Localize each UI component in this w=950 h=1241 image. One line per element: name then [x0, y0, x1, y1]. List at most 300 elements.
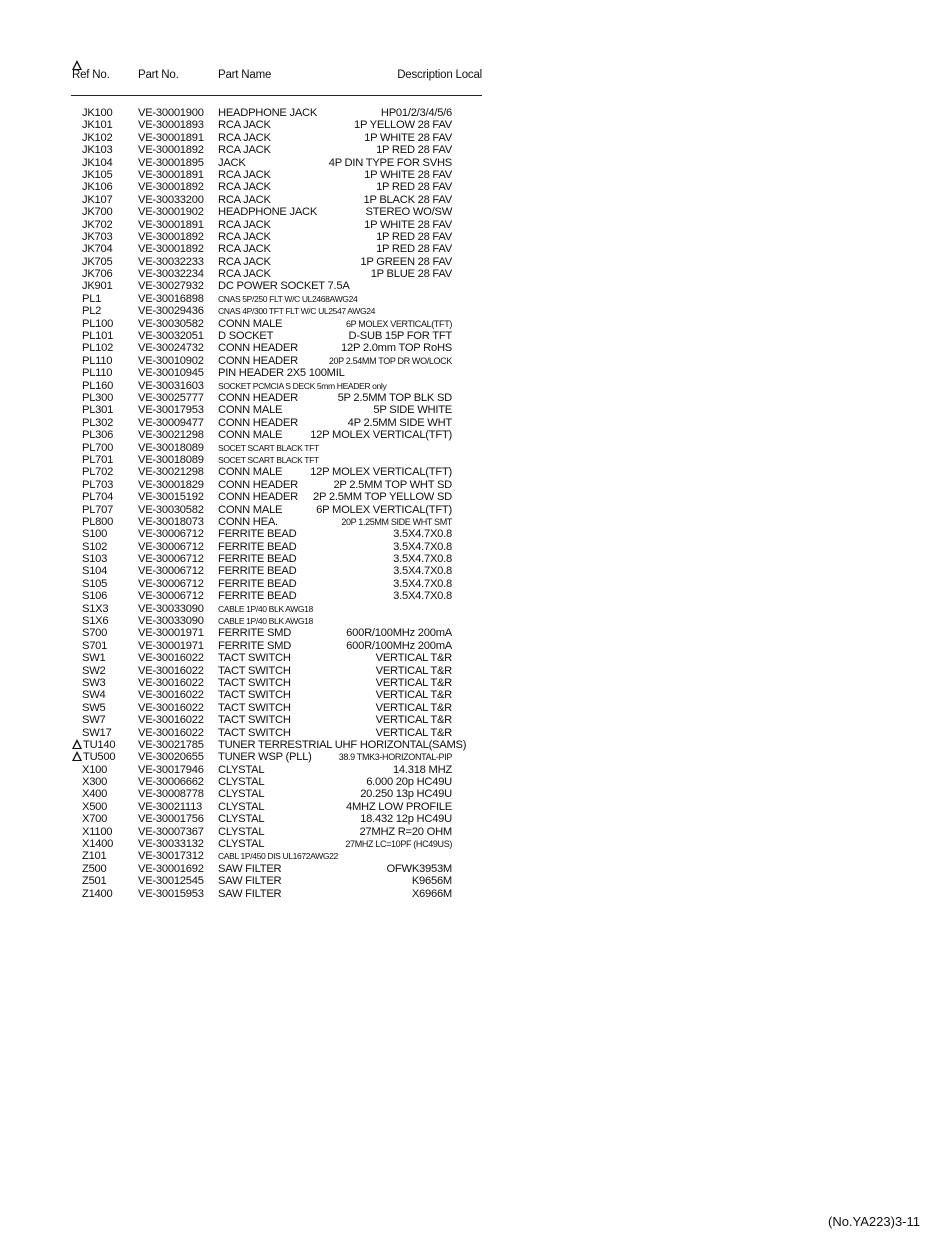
table-row	[72, 504, 452, 516]
part-no: VE-30017312	[138, 850, 204, 863]
table-row	[72, 231, 452, 243]
table-row	[72, 801, 452, 813]
table-row	[72, 429, 452, 441]
part-no: VE-30007367	[138, 825, 204, 838]
description: VERTICAL T&R	[375, 714, 452, 727]
description: D-SUB 15P FOR TFT	[348, 330, 452, 343]
ref-no: S102	[82, 540, 108, 553]
ref-no: X500	[82, 800, 108, 813]
part-no: VE-30016022	[138, 676, 204, 689]
table-row	[72, 144, 452, 156]
part-no: VE-30001892	[138, 243, 204, 256]
description: 20P 2.54MM TOP DR WO/LOCK	[328, 355, 452, 366]
ref-no: PL704	[82, 491, 114, 504]
part-name: FERRITE BEAD	[218, 553, 297, 566]
table-row	[72, 380, 452, 392]
ref-no: SW1	[82, 652, 106, 665]
part-name: CONN MALE	[218, 466, 283, 479]
part-name: CONN MALE	[218, 317, 283, 330]
table-row	[72, 293, 452, 305]
ref-no: X400	[82, 788, 108, 801]
table-row	[72, 516, 452, 528]
part-name: RCA JACK	[218, 268, 271, 281]
ref-no: Z1400	[82, 887, 113, 900]
table-row	[72, 417, 452, 429]
table-row	[72, 677, 452, 689]
table-row	[72, 727, 452, 739]
part-no: VE-30010902	[138, 354, 204, 367]
description: 3.5X4.7X0.8	[393, 565, 452, 578]
table-row	[72, 640, 452, 652]
part-name: HEADPHONE JACK	[218, 206, 318, 219]
table-row	[72, 652, 452, 664]
part-no: VE-30018089	[138, 453, 204, 466]
table-row	[72, 528, 452, 540]
parts-list	[72, 107, 467, 900]
ref-no: Z500	[82, 862, 107, 875]
part-no: VE-30001891	[138, 131, 204, 144]
ref-no: JK101	[82, 119, 113, 132]
table-row	[72, 541, 452, 553]
description: K9656M	[411, 875, 452, 888]
table-row	[72, 479, 452, 491]
description: 1P WHITE 28 FAV	[364, 218, 452, 231]
part-no: VE-30016898	[138, 292, 204, 305]
part-no: VE-30018073	[138, 515, 204, 528]
part-no: VE-30012545	[138, 875, 204, 888]
part-no: VE-30015953	[138, 887, 204, 900]
part-no: VE-30033132	[138, 838, 204, 851]
table-row	[72, 194, 452, 206]
part-no: VE-30006712	[138, 553, 204, 566]
table-row	[72, 850, 452, 862]
description: 20P 1.25MM SIDE WHT SMT	[341, 516, 452, 527]
ref-no: PL306	[82, 429, 114, 442]
part-no: VE-30001756	[138, 813, 204, 826]
part-name: SOCET SCART BLACK TFT	[218, 442, 319, 453]
description: OFWK3953M	[386, 862, 452, 875]
table-row	[72, 665, 452, 677]
table-row	[72, 826, 452, 838]
description: 3.5X4.7X0.8	[393, 577, 452, 590]
ref-no: PL800	[82, 515, 114, 528]
part-name: RCA JACK	[218, 255, 271, 268]
description: X6966M	[411, 887, 452, 900]
table-row	[72, 888, 452, 900]
table-row	[72, 132, 452, 144]
ref-no: PL1	[82, 292, 102, 305]
part-no: VE-30032234	[138, 268, 204, 281]
ref-no: PL102	[82, 342, 114, 355]
part-no: VE-30006712	[138, 590, 204, 603]
description: VERTICAL T&R	[375, 664, 452, 677]
ref-no: JK104	[82, 156, 113, 169]
table-row	[72, 206, 452, 218]
description: 600R/100MHz 200mA	[346, 627, 452, 640]
table-row	[72, 280, 452, 292]
ref-no: PL110	[82, 367, 113, 380]
table-row	[72, 355, 452, 367]
ref-no: S700	[82, 627, 108, 640]
part-name: CNAS 4P/300 TFT FLT W/C UL2547 AWG24	[218, 306, 376, 317]
table-row	[72, 788, 452, 800]
part-name: HEADPHONE JACK	[218, 107, 318, 119]
ref-no: JK107	[82, 193, 113, 206]
ref-no: PL301	[82, 404, 114, 417]
part-name: SAW FILTER	[218, 862, 282, 875]
description: 3.5X4.7X0.8	[393, 528, 452, 541]
description: 5P 2.5MM TOP BLK SD	[337, 391, 452, 404]
part-name: CLYSTAL	[218, 813, 265, 826]
ref-no: SW3	[82, 676, 106, 689]
part-name: FERRITE BEAD	[218, 540, 297, 553]
table-row	[72, 256, 452, 268]
part-no: VE-30001971	[138, 639, 204, 652]
part-name: CABLE 1P/40 BLK AWG18	[218, 603, 313, 614]
ref-no: PL101	[82, 330, 114, 343]
part-name: RCA JACK	[218, 181, 271, 194]
part-name: CONN HEADER	[218, 342, 298, 355]
part-no: VE-30001971	[138, 627, 204, 640]
ref-no: PL300	[82, 391, 114, 404]
table-row	[72, 689, 452, 701]
ref-no: JK703	[82, 230, 113, 243]
table-row	[72, 764, 452, 776]
part-name: SOCKET PCMCIA S DECK 5mm HEADER only	[218, 380, 387, 391]
part-name: CONN HEADER	[218, 391, 298, 404]
ref-no: X1400	[82, 838, 114, 851]
table-row	[72, 776, 452, 788]
ref-no: JK700	[82, 206, 113, 219]
table-row	[72, 318, 452, 330]
part-name: FERRITE SMD	[218, 627, 292, 640]
part-no: VE-30006712	[138, 528, 204, 541]
description: 1P RED 28 FAV	[376, 230, 452, 243]
part-name: RCA JACK	[218, 193, 271, 206]
table-row	[72, 627, 452, 639]
table-row	[72, 875, 452, 887]
part-no: VE-30033090	[138, 602, 204, 615]
table-row	[72, 219, 452, 231]
part-name: CONN HEADER	[218, 478, 298, 491]
description: 3.5X4.7X0.8	[393, 590, 452, 603]
ref-no: Z101	[82, 850, 107, 863]
ref-no: X100	[82, 763, 108, 776]
ref-no: SW7	[82, 714, 106, 727]
description: VERTICAL T&R	[375, 689, 452, 702]
description: 18.432 12p HC49U	[360, 813, 452, 826]
part-name: CLYSTAL	[218, 825, 265, 838]
part-name: FERRITE SMD	[218, 639, 292, 652]
part-name: SOCET SCART BLACK TFT	[218, 454, 319, 465]
part-no: VE-30001891	[138, 168, 204, 181]
ref-no: JK702	[82, 218, 113, 231]
part-name: CNAS 5P/250 FLT W/C UL2468AWG24	[218, 293, 358, 304]
ref-no: PL702	[82, 466, 114, 479]
part-no: VE-30015192	[138, 491, 204, 504]
ref-no: S104	[82, 565, 108, 578]
part-no: VE-30021298	[138, 429, 204, 442]
description: 1P BLUE 28 FAV	[370, 268, 452, 281]
description: 1P RED 28 FAV	[376, 243, 452, 256]
part-name: CLYSTAL	[218, 838, 265, 851]
table-row	[72, 305, 452, 317]
part-no: VE-30001902	[138, 206, 204, 219]
part-name: CLYSTAL	[218, 763, 265, 776]
table-row	[72, 751, 452, 763]
ref-no: S103	[82, 553, 108, 566]
page-number: (No.YA223)3-11	[827, 1214, 920, 1229]
ref-no: PL110	[82, 354, 113, 367]
table-row	[72, 268, 452, 280]
part-no: VE-30001893	[138, 119, 204, 132]
ref-no: TU500	[83, 751, 116, 764]
description: 6P MOLEX VERTICAL(TFT)	[346, 318, 452, 329]
description: 12P MOLEX VERTICAL(TFT)	[310, 429, 452, 442]
table-row	[72, 107, 452, 119]
table-row	[72, 119, 452, 131]
part-name: TACT SWITCH	[218, 701, 291, 714]
part-no: VE-30027932	[138, 280, 204, 293]
part-name: TACT SWITCH	[218, 726, 291, 739]
description: VERTICAL T&R	[375, 676, 452, 689]
ref-no: SW2	[82, 664, 106, 677]
part-no: VE-30016022	[138, 714, 204, 727]
ref-no: Z501	[82, 875, 107, 888]
description: 2P 2.5MM TOP WHT SD	[333, 478, 452, 491]
part-name: CONN MALE	[218, 503, 283, 516]
part-no: VE-30001900	[138, 107, 204, 119]
ref-no: TU140	[83, 738, 116, 751]
header-divider	[71, 95, 482, 96]
part-no: VE-30001692	[138, 862, 204, 875]
ref-no: S105	[82, 577, 108, 590]
description: 14.318 MHZ	[392, 763, 452, 776]
description: 1P RED 28 FAV	[376, 144, 452, 157]
ref-no: JK102	[82, 131, 113, 144]
part-name: TACT SWITCH	[218, 664, 291, 677]
part-no: VE-30017953	[138, 404, 204, 417]
ref-no: S1X6	[82, 615, 109, 628]
part-name: RCA JACK	[218, 119, 271, 132]
part-no: VE-30001892	[138, 144, 204, 157]
part-name: JACK	[218, 156, 246, 169]
part-no: VE-30006712	[138, 540, 204, 553]
part-name: TUNER TERRESTRIAL UHF HORIZONTAL(SAMS)	[218, 738, 467, 751]
part-name: CONN HEA.	[218, 515, 278, 528]
ref-no: S701	[82, 639, 108, 652]
description: 27MHZ LC=10PF (HC49US)	[345, 839, 452, 850]
part-no: VE-30006712	[138, 565, 204, 578]
table-row	[72, 454, 452, 466]
ref-no: S100	[82, 528, 108, 541]
ref-no: JK705	[82, 255, 113, 268]
table-header: Ref No. Part No. Part Name Description Local	[72, 69, 482, 81]
part-name: SAW FILTER	[218, 875, 282, 888]
ref-no: X700	[82, 813, 108, 826]
table-row	[72, 813, 452, 825]
part-no: VE-30017946	[138, 763, 204, 776]
table-row	[72, 702, 452, 714]
part-no: VE-30006662	[138, 776, 204, 789]
ref-no: PL707	[82, 503, 114, 516]
description: 4MHZ LOW PROFILE	[345, 800, 452, 813]
ref-no: PL700	[82, 441, 114, 454]
description: 4P 2.5MM SIDE WHT	[347, 416, 452, 429]
part-no: VE-30024732	[138, 342, 204, 355]
description: 3.5X4.7X0.8	[393, 553, 452, 566]
table-row	[72, 615, 452, 627]
part-no: VE-30032051	[138, 330, 204, 343]
part-no: VE-30010945	[138, 367, 204, 380]
table-row	[72, 491, 452, 503]
part-no: VE-30001892	[138, 181, 204, 194]
header-description-local: Description Local	[397, 69, 482, 81]
table-row	[72, 838, 452, 850]
part-no: VE-30033200	[138, 193, 204, 206]
table-row	[72, 157, 452, 169]
part-name: RCA JACK	[218, 144, 271, 157]
description: 5P SIDE WHITE	[373, 404, 452, 417]
description: 2P 2.5MM TOP YELLOW SD	[313, 491, 452, 504]
part-name: FERRITE BEAD	[218, 565, 297, 578]
table-row	[72, 565, 452, 577]
part-no: VE-30029436	[138, 305, 204, 318]
description: 600R/100MHz 200mA	[346, 639, 452, 652]
description: 27MHZ R=20 OHM	[359, 825, 452, 838]
part-no: VE-30016022	[138, 664, 204, 677]
part-name: CLYSTAL	[218, 800, 265, 813]
ref-no: S1X3	[82, 602, 109, 615]
ref-no: SW5	[82, 701, 106, 714]
part-name: DC POWER SOCKET 7.5A	[218, 280, 350, 293]
ref-no: SW4	[82, 689, 106, 702]
part-no: VE-30008778	[138, 788, 204, 801]
part-no: VE-30016022	[138, 652, 204, 665]
part-name: CONN MALE	[218, 404, 283, 417]
table-row	[72, 578, 452, 590]
table-row	[72, 553, 452, 565]
part-name: TACT SWITCH	[218, 676, 291, 689]
ref-no: PL302	[82, 416, 114, 429]
description: 20.250 13p HC49U	[360, 788, 452, 801]
description: 3.5X4.7X0.8	[393, 540, 452, 553]
part-no: VE-30033090	[138, 615, 204, 628]
description: 4P DIN TYPE FOR SVHS	[328, 156, 452, 169]
part-no: VE-30021298	[138, 466, 204, 479]
part-no: VE-30030582	[138, 503, 204, 516]
part-name: RCA JACK	[218, 230, 271, 243]
ref-no: JK901	[82, 280, 113, 293]
part-no: VE-30025777	[138, 391, 204, 404]
description: HP01/2/3/4/5/6	[380, 107, 452, 119]
part-no: VE-30009477	[138, 416, 204, 429]
ref-no: PL701	[82, 453, 114, 466]
part-no: VE-30031603	[138, 379, 204, 392]
part-name: PIN HEADER 2X5 100MIL	[218, 367, 345, 380]
ref-no: SW17	[82, 726, 112, 739]
table-row	[72, 367, 452, 379]
table-row	[72, 342, 452, 354]
part-no: VE-30016022	[138, 701, 204, 714]
description: VERTICAL T&R	[375, 726, 452, 739]
ref-no: JK103	[82, 144, 113, 157]
ref-no: PL703	[82, 478, 114, 491]
part-name: TUNER WSP (PLL)	[218, 751, 312, 764]
part-name: CONN MALE	[218, 429, 283, 442]
part-name: CABL 1P/450 DIS UL1672AWG22	[218, 851, 338, 862]
part-no: VE-30016022	[138, 689, 204, 702]
header-part-name: Part Name	[218, 69, 272, 81]
part-name: TACT SWITCH	[218, 652, 291, 665]
description: 1P YELLOW 28 FAV	[354, 119, 452, 132]
table-row	[72, 404, 452, 416]
part-name: RCA JACK	[218, 243, 271, 256]
description: VERTICAL T&R	[375, 701, 452, 714]
ref-no: PL100	[82, 317, 114, 330]
ref-no: X1100	[82, 825, 113, 838]
part-name: TACT SWITCH	[218, 689, 291, 702]
part-name: CONN HEADER	[218, 416, 298, 429]
part-no: VE-30030582	[138, 317, 204, 330]
part-name: CLYSTAL	[218, 788, 265, 801]
part-no: VE-30001895	[138, 156, 204, 169]
description: 1P RED 28 FAV	[376, 181, 452, 194]
part-no: VE-30032233	[138, 255, 204, 268]
part-name: FERRITE BEAD	[218, 577, 297, 590]
table-row	[72, 738, 467, 751]
table-row	[72, 466, 452, 478]
ref-no: PL2	[82, 305, 102, 318]
header-part-no: Part No.	[138, 69, 179, 81]
ref-no: S106	[82, 590, 108, 603]
description: 6P MOLEX VERTICAL(TFT)	[316, 503, 452, 516]
ref-no: PL160	[82, 379, 114, 392]
part-name: CONN HEADER	[218, 491, 298, 504]
part-name: FERRITE BEAD	[218, 590, 297, 603]
table-row	[72, 181, 452, 193]
part-name: RCA JACK	[218, 131, 271, 144]
description: VERTICAL T&R	[375, 652, 452, 665]
part-no: VE-30021785	[138, 738, 204, 751]
description: 38.9 TMK3-HORIZONTAL-PIP	[338, 752, 452, 763]
ref-no: JK704	[82, 243, 113, 256]
ref-no: JK106	[82, 181, 113, 194]
part-name: CABLE 1P/40 BLK AWG18	[218, 616, 313, 627]
part-name: CLYSTAL	[218, 776, 265, 789]
part-no: VE-30021113	[138, 800, 203, 813]
description: STEREO WO/SW	[365, 206, 452, 219]
part-no: VE-30001892	[138, 230, 204, 243]
table-row	[72, 590, 452, 602]
part-name: FERRITE BEAD	[218, 528, 297, 541]
table-row	[72, 330, 452, 342]
part-name: SAW FILTER	[218, 887, 282, 900]
part-no: VE-30001891	[138, 218, 204, 231]
description: 12P 2.0mm TOP RoHS	[341, 342, 452, 355]
table-row	[72, 392, 452, 404]
part-no: VE-30016022	[138, 726, 204, 739]
table-row	[72, 442, 452, 454]
part-name: D SOCKET	[218, 330, 274, 343]
description: 1P BLACK 28 FAV	[363, 193, 452, 206]
part-no: VE-30001829	[138, 478, 204, 491]
ref-no: X300	[82, 776, 108, 789]
ref-no: JK105	[82, 168, 113, 181]
table-row	[72, 169, 452, 181]
description: 12P MOLEX VERTICAL(TFT)	[310, 466, 452, 479]
ref-no: JK706	[82, 268, 113, 281]
